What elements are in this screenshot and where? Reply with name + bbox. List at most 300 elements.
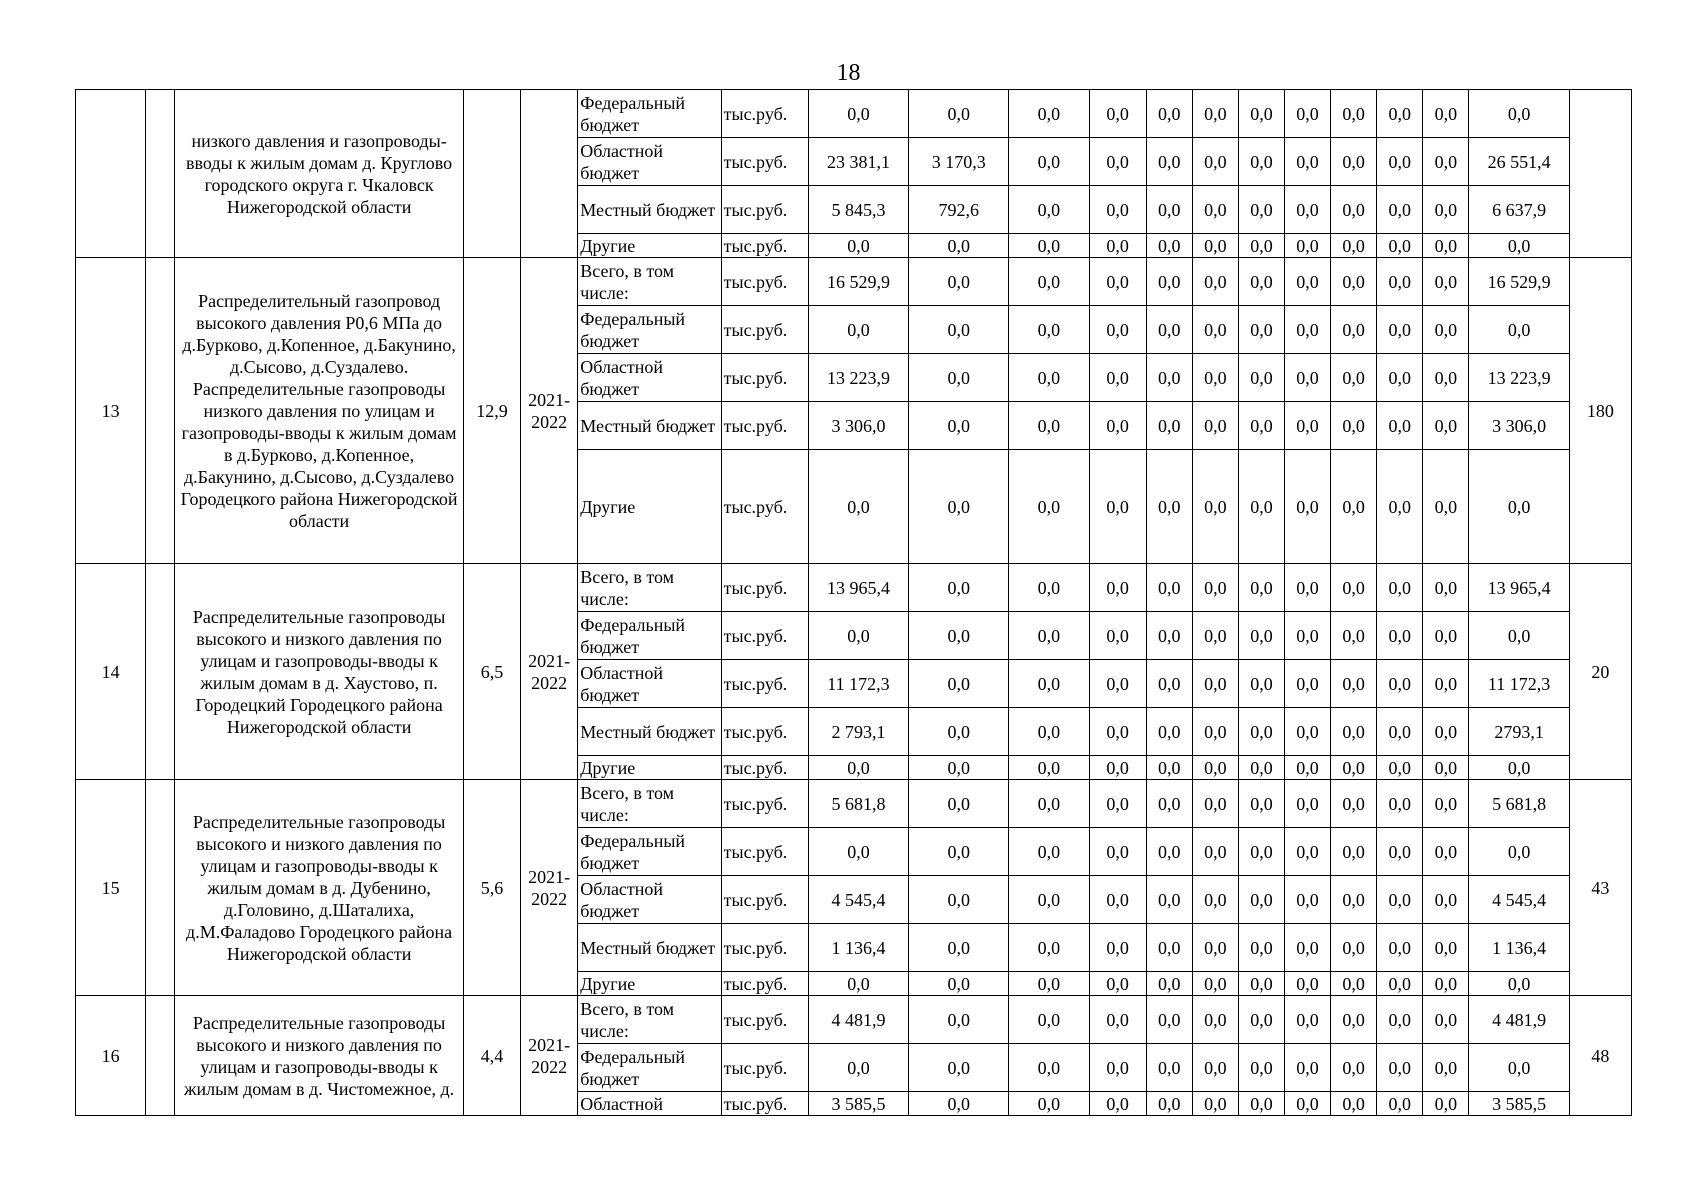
value-cell: 0,0 [1331,708,1377,756]
value-cell: 0,0 [1377,1044,1423,1092]
value-cell: 0,0 [1146,450,1192,564]
value-cell: 0,0 [1331,1092,1377,1116]
value-cell: 0,0 [1009,306,1089,354]
value-cell: 0,0 [1009,876,1089,924]
value-cell: 0,0 [1331,306,1377,354]
value-cell: 0,0 [1377,258,1423,306]
value-cell: 0,0 [1377,972,1423,996]
funding-source: Другие [578,234,721,258]
unit-cell: тыс.руб. [721,402,808,450]
table-row [76,90,1632,138]
item-number [76,90,146,258]
value-cell: 0,0 [1192,354,1238,402]
value-cell: 0,0 [1089,306,1146,354]
funding-source: Федеральный бюджет [578,1044,721,1092]
value-cell: 0,0 [1238,1044,1284,1092]
objects-count: 48 [1569,996,1631,1116]
total-value: 13 965,4 [1469,564,1569,612]
value-cell: 0,0 [1192,660,1238,708]
value-cell: 0,0 [1089,756,1146,780]
value-cell: 0,0 [1377,612,1423,660]
value-cell: 0,0 [1285,258,1331,306]
value-cell: 0,0 [1146,612,1192,660]
value-cell: 0,0 [1377,138,1423,186]
funding-source: Местный бюджет [578,708,721,756]
value-cell: 0,0 [1377,876,1423,924]
funding-source: Всего, в том числе: [578,996,721,1044]
value-cell: 0,0 [1146,876,1192,924]
total-value: 16 529,9 [1469,258,1569,306]
total-value: 11 172,3 [1469,660,1569,708]
value-cell: 0,0 [1089,612,1146,660]
value-cell: 0,0 [1089,564,1146,612]
value-cell: 0,0 [1423,660,1469,708]
pipeline-length: 12,9 [463,258,520,564]
value-cell: 0,0 [1192,234,1238,258]
value-cell: 0,0 [808,972,908,996]
value-cell: 5 845,3 [808,186,908,234]
value-cell: 0,0 [1377,186,1423,234]
total-value: 4 545,4 [1469,876,1569,924]
value-cell: 0,0 [1331,756,1377,780]
unit-cell: тыс.руб. [721,306,808,354]
value-cell: 0,0 [909,708,1009,756]
value-cell: 11 172,3 [808,660,908,708]
value-cell: 0,0 [1377,660,1423,708]
value-cell: 0,0 [1192,756,1238,780]
total-value: 0,0 [1469,90,1569,138]
value-cell: 0,0 [1089,924,1146,972]
value-cell: 2 793,1 [808,708,908,756]
total-value: 0,0 [1469,234,1569,258]
object-name: Распределительные газопроводы высокого и низкого давления по улицам и газопроводы-вводы к жилым домам в д. Чистомежное, д. [175,996,464,1116]
value-cell: 16 529,9 [808,258,908,306]
value-cell: 0,0 [1423,876,1469,924]
value-cell: 0,0 [1285,306,1331,354]
value-cell: 0,0 [1377,564,1423,612]
value-cell: 0,0 [1089,708,1146,756]
value-cell: 0,0 [1146,234,1192,258]
value-cell: 0,0 [1192,828,1238,876]
value-cell: 0,0 [1238,258,1284,306]
value-cell: 0,0 [1146,306,1192,354]
value-cell: 0,0 [1331,138,1377,186]
value-cell: 0,0 [909,564,1009,612]
value-cell: 0,0 [1009,924,1089,972]
value-cell: 0,0 [1285,660,1331,708]
value-cell: 0,0 [1089,90,1146,138]
objects-count: 20 [1569,564,1631,780]
value-cell: 0,0 [909,876,1009,924]
unit-cell: тыс.руб. [721,972,808,996]
table-row [76,780,1632,828]
value-cell: 0,0 [1146,1092,1192,1116]
funding-source: Всего, в том числе: [578,564,721,612]
value-cell: 0,0 [1009,354,1089,402]
total-value: 13 223,9 [1469,354,1569,402]
value-cell: 0,0 [909,90,1009,138]
value-cell: 0,0 [1423,1044,1469,1092]
page-number: 18 [836,60,861,86]
value-cell: 0,0 [808,828,908,876]
budget-table [75,89,1632,1116]
value-cell: 0,0 [1285,138,1331,186]
funding-source: Областной бюджет [578,138,721,186]
value-cell: 0,0 [1009,708,1089,756]
value-cell: 0,0 [1009,1044,1089,1092]
value-cell: 0,0 [808,234,908,258]
unit-cell: тыс.руб. [721,90,808,138]
value-cell: 0,0 [808,306,908,354]
value-cell: 0,0 [1285,234,1331,258]
value-cell: 0,0 [1089,234,1146,258]
value-cell: 3 306,0 [808,402,908,450]
funding-source: Местный бюджет [578,186,721,234]
value-cell: 0,0 [1009,402,1089,450]
value-cell: 0,0 [808,1044,908,1092]
value-cell: 0,0 [1331,258,1377,306]
value-cell: 0,0 [1331,450,1377,564]
value-cell: 0,0 [1285,876,1331,924]
value-cell: 0,0 [1146,402,1192,450]
objects-count [1569,90,1631,258]
value-cell: 0,0 [909,996,1009,1044]
value-cell: 0,0 [909,234,1009,258]
total-value: 0,0 [1469,828,1569,876]
value-cell: 0,0 [1238,234,1284,258]
value-cell: 0,0 [1285,612,1331,660]
value-cell: 0,0 [909,1092,1009,1116]
value-cell: 0,0 [1423,708,1469,756]
value-cell: 0,0 [909,828,1009,876]
value-cell: 0,0 [1146,780,1192,828]
total-value: 6 637,9 [1469,186,1569,234]
table-row [76,258,1632,306]
value-cell: 0,0 [1238,828,1284,876]
value-cell: 0,0 [1146,186,1192,234]
value-cell: 0,0 [1192,186,1238,234]
value-cell: 0,0 [1423,996,1469,1044]
value-cell: 0,0 [1285,90,1331,138]
value-cell: 0,0 [1377,780,1423,828]
value-cell: 0,0 [1238,876,1284,924]
value-cell: 0,0 [1423,564,1469,612]
value-cell: 0,0 [909,924,1009,972]
implementation-years: 2021-2022 [521,780,578,996]
value-cell: 0,0 [1331,186,1377,234]
value-cell: 0,0 [1238,402,1284,450]
unit-cell: тыс.руб. [721,876,808,924]
funding-source: Областной бюджет [578,876,721,924]
value-cell: 5 681,8 [808,780,908,828]
funding-source: Областной [578,1092,721,1116]
value-cell: 0,0 [1192,258,1238,306]
value-cell: 0,0 [1423,612,1469,660]
value-cell: 0,0 [1238,564,1284,612]
value-cell: 0,0 [1331,660,1377,708]
value-cell: 0,0 [1377,234,1423,258]
unit-cell: тыс.руб. [721,756,808,780]
value-cell: 0,0 [1238,708,1284,756]
unit-cell: тыс.руб. [721,780,808,828]
value-cell: 3 585,5 [808,1092,908,1116]
unit-cell: тыс.руб. [721,450,808,564]
value-cell: 0,0 [1285,450,1331,564]
value-cell: 0,0 [1377,306,1423,354]
object-name: Распределительный газопровод высокого давления Р0,6 МПа до д.Бурково, д.Копенное, д.Бакунино, д.Сысово, д.Суздалево. Распределительные газопроводы низкого давления по улицам и газопроводы-вводы к жилым домам в д.Бурково, д.Копенное, д.Бакунино, д.Сысово, д.Суздалево Городецкого района Нижегородской области [175,258,464,564]
value-cell: 0,0 [1009,1092,1089,1116]
unit-cell: тыс.руб. [721,186,808,234]
value-cell: 0,0 [1089,660,1146,708]
value-cell: 0,0 [1146,564,1192,612]
value-cell: 0,0 [1423,186,1469,234]
value-cell: 0,0 [1238,972,1284,996]
value-cell: 0,0 [1238,450,1284,564]
value-cell: 13 223,9 [808,354,908,402]
value-cell: 0,0 [1009,996,1089,1044]
unit-cell: тыс.руб. [721,1044,808,1092]
value-cell: 0,0 [1377,354,1423,402]
item-number: 14 [76,564,146,780]
value-cell: 0,0 [1146,1044,1192,1092]
value-cell: 0,0 [1331,354,1377,402]
blank-cell [146,564,175,780]
value-cell: 0,0 [1423,402,1469,450]
value-cell: 0,0 [1423,756,1469,780]
value-cell: 0,0 [1009,234,1089,258]
implementation-years: 2021-2022 [521,564,578,780]
value-cell: 0,0 [1238,924,1284,972]
pipeline-length [463,90,520,258]
total-value: 1 136,4 [1469,924,1569,972]
value-cell: 0,0 [1377,1092,1423,1116]
value-cell: 0,0 [909,354,1009,402]
value-cell: 0,0 [1009,756,1089,780]
value-cell: 0,0 [1089,450,1146,564]
funding-source: Другие [578,450,721,564]
value-cell: 0,0 [1089,828,1146,876]
value-cell: 0,0 [1089,780,1146,828]
funding-source: Всего, в том числе: [578,780,721,828]
value-cell: 0,0 [1285,354,1331,402]
total-value: 0,0 [1469,450,1569,564]
value-cell: 0,0 [1285,756,1331,780]
value-cell: 0,0 [909,402,1009,450]
value-cell: 0,0 [1423,258,1469,306]
unit-cell: тыс.руб. [721,138,808,186]
value-cell: 0,0 [1377,90,1423,138]
value-cell: 0,0 [909,306,1009,354]
objects-count: 180 [1569,258,1631,564]
funding-source: Другие [578,756,721,780]
value-cell: 0,0 [1285,708,1331,756]
value-cell: 0,0 [1192,972,1238,996]
value-cell: 0,0 [1285,828,1331,876]
value-cell: 0,0 [1238,612,1284,660]
value-cell: 0,0 [1285,924,1331,972]
value-cell: 0,0 [1089,972,1146,996]
value-cell: 0,0 [1377,450,1423,564]
value-cell: 0,0 [1423,234,1469,258]
value-cell: 0,0 [1285,1044,1331,1092]
value-cell: 0,0 [1009,972,1089,996]
implementation-years: 2021-2022 [521,258,578,564]
value-cell: 0,0 [1238,354,1284,402]
value-cell: 0,0 [1009,90,1089,138]
value-cell: 1 136,4 [808,924,908,972]
implementation-years [521,90,578,258]
value-cell: 0,0 [1089,258,1146,306]
value-cell: 0,0 [1423,90,1469,138]
total-value: 26 551,4 [1469,138,1569,186]
total-value: 0,0 [1469,612,1569,660]
total-value: 3 306,0 [1469,402,1569,450]
value-cell: 0,0 [1192,1092,1238,1116]
value-cell: 0,0 [1192,564,1238,612]
value-cell: 0,0 [1146,924,1192,972]
value-cell: 4 481,9 [808,996,908,1044]
value-cell: 0,0 [1146,708,1192,756]
unit-cell: тыс.руб. [721,924,808,972]
value-cell: 0,0 [1285,972,1331,996]
pipeline-length: 6,5 [463,564,520,780]
total-value: 5 681,8 [1469,780,1569,828]
value-cell: 0,0 [1331,234,1377,258]
objects-count: 43 [1569,780,1631,996]
value-cell: 0,0 [1331,828,1377,876]
value-cell: 0,0 [1192,612,1238,660]
value-cell: 0,0 [1192,306,1238,354]
total-value: 0,0 [1469,972,1569,996]
value-cell: 0,0 [1238,1092,1284,1116]
value-cell: 0,0 [1192,1044,1238,1092]
object-name: Распределительные газопроводы высокого и низкого давления по улицам и газопроводы-вводы к жилым домам в д. Дубенино, д.Головино, д.Шаталиха, д.М.Фаладово Городецкого района Нижегородской области [175,780,464,996]
total-value: 3 585,5 [1469,1092,1569,1116]
value-cell: 0,0 [808,756,908,780]
total-value: 0,0 [1469,306,1569,354]
blank-cell [146,780,175,996]
implementation-years: 2021-2022 [521,996,578,1116]
total-value: 0,0 [1469,756,1569,780]
value-cell: 0,0 [1331,972,1377,996]
value-cell: 0,0 [1009,828,1089,876]
funding-source: Федеральный бюджет [578,306,721,354]
value-cell: 0,0 [1285,186,1331,234]
value-cell: 0,0 [1285,1092,1331,1116]
value-cell: 13 965,4 [808,564,908,612]
value-cell: 0,0 [1009,564,1089,612]
item-number: 16 [76,996,146,1116]
value-cell: 0,0 [1285,564,1331,612]
funding-source: Другие [578,972,721,996]
value-cell: 0,0 [909,450,1009,564]
total-value: 4 481,9 [1469,996,1569,1044]
funding-source: Местный бюджет [578,924,721,972]
funding-source: Федеральный бюджет [578,612,721,660]
value-cell: 0,0 [1331,612,1377,660]
value-cell: 0,0 [1009,450,1089,564]
value-cell: 0,0 [1423,828,1469,876]
unit-cell: тыс.руб. [721,258,808,306]
value-cell: 0,0 [1009,660,1089,708]
value-cell: 0,0 [1146,756,1192,780]
value-cell: 0,0 [909,612,1009,660]
object-name: низкого давления и газопроводы-вводы к жилым домам д. Круглово городского округа г. Чкаловск Нижегородской области [175,90,464,258]
value-cell: 0,0 [1423,138,1469,186]
funding-source: Федеральный бюджет [578,828,721,876]
unit-cell: тыс.руб. [721,708,808,756]
value-cell: 0,0 [1423,354,1469,402]
value-cell: 0,0 [808,450,908,564]
value-cell: 0,0 [1377,756,1423,780]
value-cell: 0,0 [1331,924,1377,972]
value-cell: 0,0 [1009,186,1089,234]
value-cell: 0,0 [1146,828,1192,876]
value-cell: 0,0 [1238,780,1284,828]
value-cell: 0,0 [1192,876,1238,924]
value-cell: 792,6 [909,186,1009,234]
value-cell: 0,0 [1089,876,1146,924]
value-cell: 0,0 [1423,972,1469,996]
value-cell: 0,0 [909,972,1009,996]
value-cell: 0,0 [909,780,1009,828]
value-cell: 4 545,4 [808,876,908,924]
value-cell: 0,0 [1192,450,1238,564]
funding-source: Областной бюджет [578,354,721,402]
value-cell: 0,0 [1089,996,1146,1044]
value-cell: 0,0 [1089,354,1146,402]
value-cell: 0,0 [1009,780,1089,828]
value-cell: 0,0 [1331,780,1377,828]
funding-source: Областной бюджет [578,660,721,708]
value-cell: 0,0 [1192,402,1238,450]
pipeline-length: 4,4 [463,996,520,1116]
value-cell: 0,0 [1192,780,1238,828]
value-cell: 0,0 [1423,306,1469,354]
item-number: 15 [76,780,146,996]
value-cell: 0,0 [1331,1044,1377,1092]
value-cell: 0,0 [1089,186,1146,234]
value-cell: 0,0 [808,90,908,138]
total-value: 0,0 [1469,1044,1569,1092]
value-cell: 0,0 [1331,876,1377,924]
value-cell: 0,0 [1377,924,1423,972]
value-cell: 0,0 [1423,450,1469,564]
value-cell: 0,0 [1009,258,1089,306]
unit-cell: тыс.руб. [721,660,808,708]
value-cell: 0,0 [1377,828,1423,876]
value-cell: 0,0 [1285,402,1331,450]
value-cell: 3 170,3 [909,138,1009,186]
value-cell: 0,0 [1238,186,1284,234]
total-value: 2793,1 [1469,708,1569,756]
value-cell: 0,0 [1377,708,1423,756]
value-cell: 0,0 [1238,756,1284,780]
value-cell: 0,0 [1146,996,1192,1044]
value-cell: 0,0 [909,756,1009,780]
value-cell: 0,0 [1089,1044,1146,1092]
value-cell: 0,0 [1192,708,1238,756]
value-cell: 0,0 [1146,972,1192,996]
value-cell: 0,0 [1192,90,1238,138]
value-cell: 0,0 [1238,660,1284,708]
item-number: 13 [76,258,146,564]
value-cell: 0,0 [1009,612,1089,660]
value-cell: 0,0 [1192,996,1238,1044]
unit-cell: тыс.руб. [721,234,808,258]
blank-cell [146,90,175,258]
value-cell: 0,0 [1192,924,1238,972]
